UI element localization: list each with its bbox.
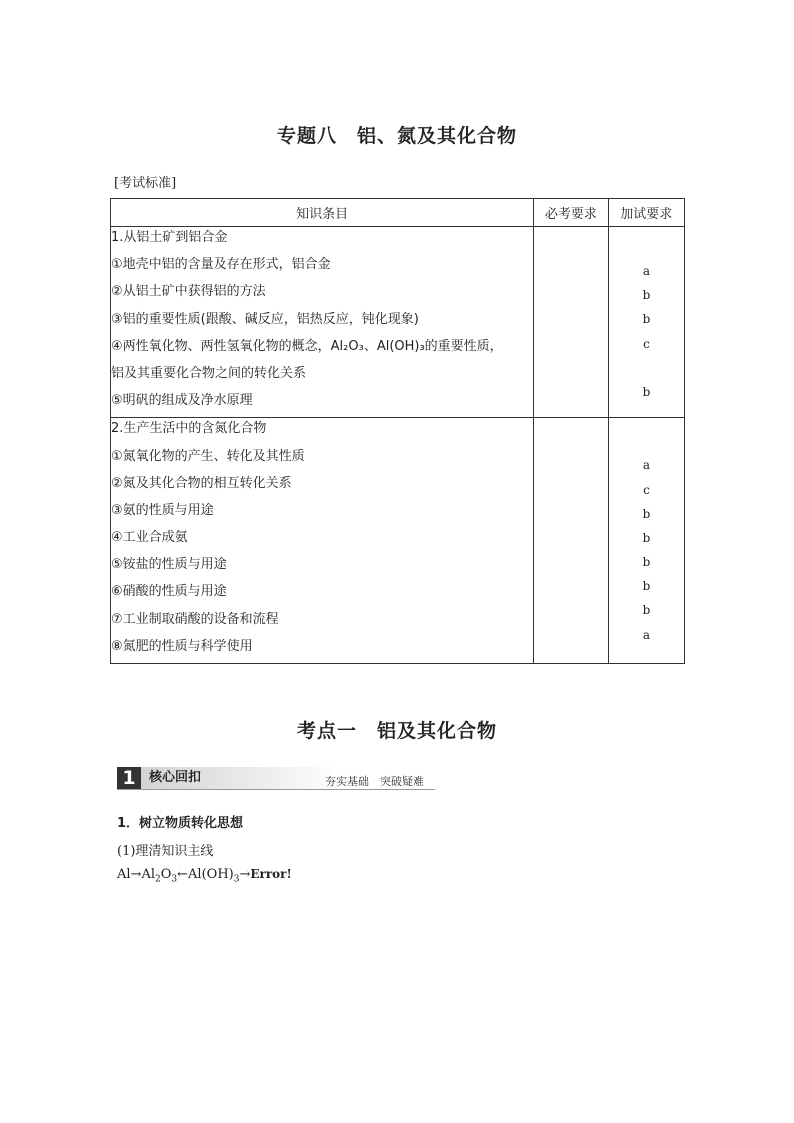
list-item: ③氨的性质与用途 [111,502,214,518]
group-2-required [534,418,608,664]
core-review-banner [117,767,435,790]
list-item: ⑧氮肥的性质与科学使用 [111,638,253,654]
list-item: ②从铝土矿中获得铝的方法 [111,284,266,300]
core-subtitle: 夯实基础 突破疑难 [325,775,424,788]
group-heading: 2.生产生活中的含氮化合物 [111,421,267,437]
list-item: ②氮及其化合物的相互转化关系 [111,475,292,491]
exam-standard-label: [考试标准] [114,176,177,191]
list-item: ④工业合成氨 [111,530,188,546]
list-item: ①地壳中铝的含量及存在形式，铝合金 [111,257,331,273]
point-subheading: (1)理清知识主线 [117,844,214,859]
formula-subscript: 3 [233,874,240,885]
list-item: ⑥硝酸的性质与用途 [111,584,227,600]
formula-subscript: 2 [155,874,161,885]
section-title: 考点一 铝及其化合物 [296,720,497,742]
formula-al: Al [117,867,131,882]
level-value: b [642,555,651,569]
level-value: b [642,603,651,617]
formula-text: Al [141,867,155,882]
level-value: b [642,312,651,326]
group-heading: 1.从铝土矿到铝合金 [111,230,228,245]
group-1-required [534,227,608,418]
list-item: ⑤明矾的组成及净水原理 [111,393,253,409]
header-advanced: 加试要求 [608,199,684,227]
formula-subscript: 3 [171,874,178,885]
list-item: 铝及其重要化合物之间的转化关系 [111,365,307,381]
list-item: ⑦工业制取硝酸的设备和流程 [111,611,279,627]
header-knowledge: 知识条目 [111,199,534,227]
formula-text: O [160,867,172,882]
core-title: 核心回扣 [141,767,339,789]
level-value: a [642,264,651,278]
level-value: b [642,288,651,302]
header-required: 必考要求 [534,199,608,227]
group-1-items [111,227,534,418]
list-item: ⑤铵盐的性质与用途 [111,557,227,573]
level-value: b [642,385,651,399]
level-value: b [642,579,651,593]
level-value: b [642,507,651,521]
level-value: a [642,628,651,642]
list-item: ③铝的重要性质(跟酸、碱反应，铝热反应，钝化现象) [111,311,419,327]
table-row [111,418,685,664]
list-item: ①氮氧化物的产生、转化及其性质 [111,448,305,464]
formula-arrow: → [130,867,142,882]
point-heading: 1．树立物质转化思想 [117,816,244,831]
level-value: c [643,337,650,351]
core-number-badge: 1 [117,767,141,789]
level-value: c [643,483,650,497]
conversion-formula [117,867,292,885]
level-value: a [642,458,651,472]
formula-al2o3 [141,867,178,885]
formula-arrow: → [239,867,251,882]
formula-error: Error! [250,867,292,881]
level-value: b [642,531,651,545]
formula-aloh3 [188,867,240,885]
formula-arrow: ← [177,867,189,882]
table-header-row [111,199,685,227]
formula-text: Al(OH) [188,867,234,882]
page-title: 专题八 铝、氮及其化合物 [276,125,517,147]
exam-standard-table [110,198,685,664]
group-2-items [111,418,534,664]
list-item: ④两性氧化物、两性氢氧化物的概念，Al₂O₃、Al(OH)₃的重要性质， [111,338,503,354]
table-row [111,227,685,418]
